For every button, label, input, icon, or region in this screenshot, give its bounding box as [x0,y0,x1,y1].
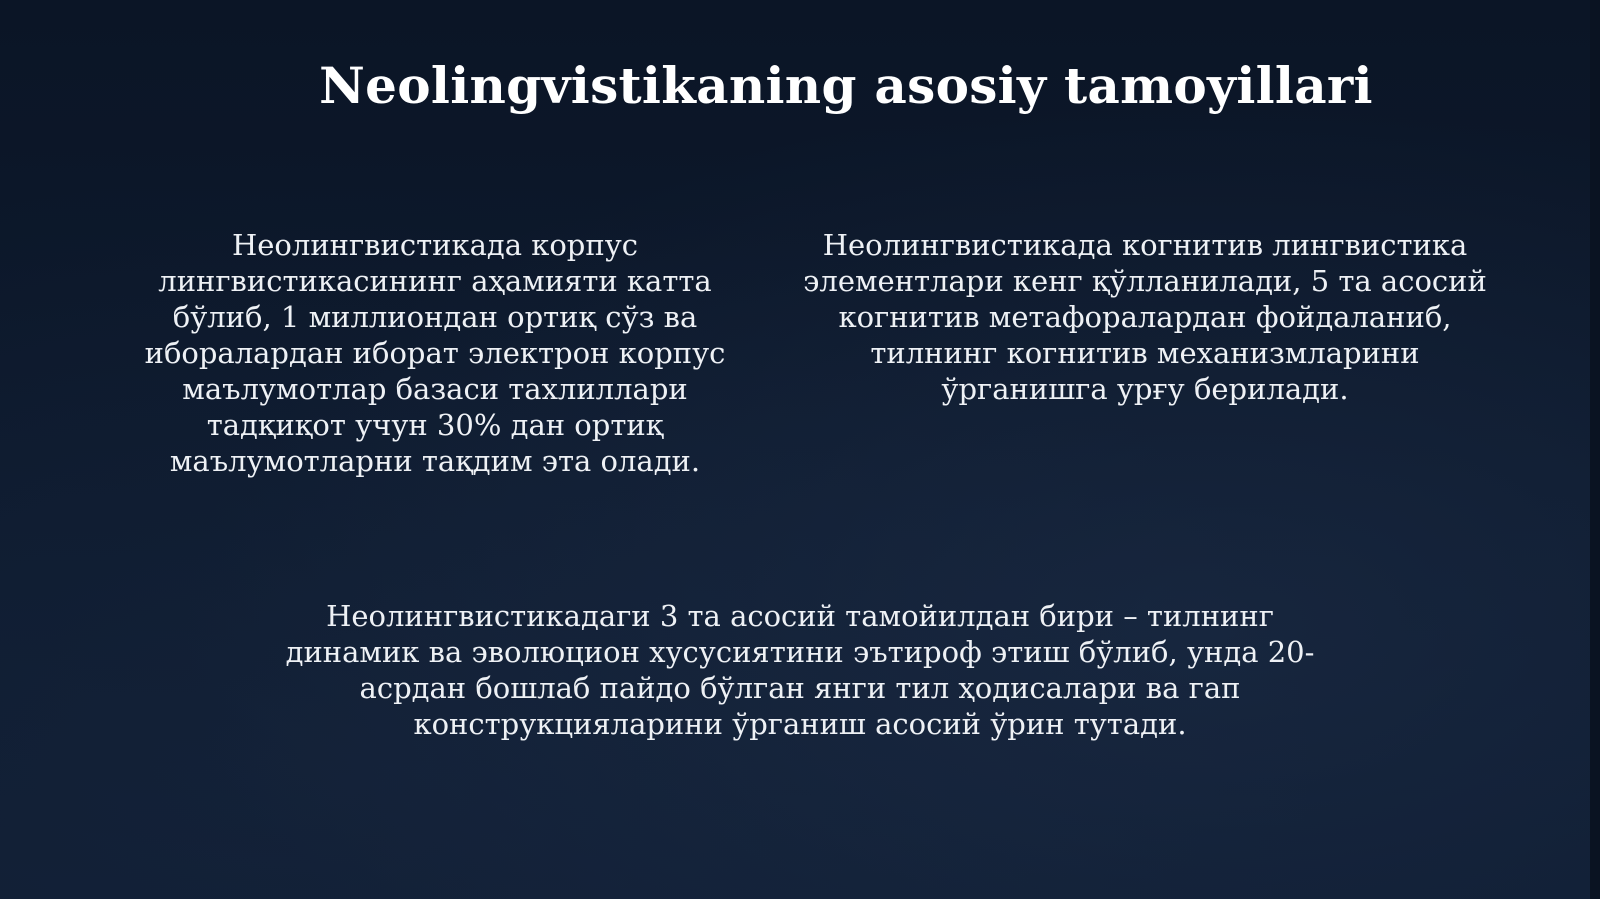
paragraph-cognitive-linguistics: Неолингвистикада когнитив лингвистика элементлари кенг қўлланилади, 5 та асосий когнитив метафоралардан фойдаланиб, тилнинг когнитив механизмларини ўрганишга урғу берилади. [803,228,1487,406]
paragraph-corpus-linguistics: Неолингвистикада корпус лингвистикасининг аҳамияти катта бўлиб, 1 миллиондан ортиқ сўз ва ибoралардан иборат электрон корпус маълумотлар базаси тахлиллари тадқиқот учун 30% дан ортиқ маълумотларни тақдим эта олади. [144,228,726,478]
paragraph-language-evolution: Неолингвистикадаги 3 та асосий тамойилдан бири – тилнинг динамик ва эволюцион хусусиятини эътироф этиш бўлиб, унда 20-асрдан бошлаб пайдо бўлган янги тил ҳодисалари ва гап конструкцияларини ўрганиш асосий ўрин тутади. [285,599,1315,741]
slide-edge [1590,0,1600,899]
slide-title: Neolingvistikaning asosiy tamoyillari [319,56,1373,115]
